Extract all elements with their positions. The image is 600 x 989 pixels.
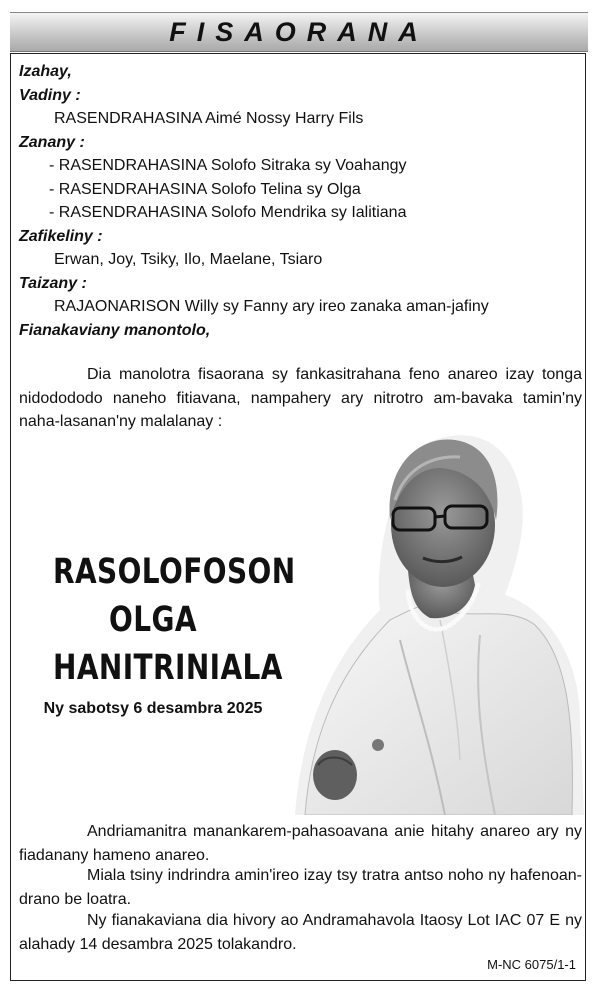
children-heading: Zanany :	[19, 133, 85, 151]
deceased-block	[28, 548, 296, 718]
siblings-names: RAJAONARISON Willy sy Fanny ary ireo zanaka aman-jafiny	[54, 298, 489, 315]
grandchildren-names: Erwan, Joy, Tsiky, Ilo, Maelane, Tsiaro	[54, 251, 323, 268]
spouse-name: RASENDRAHASINA Aimé Nossy Harry Fils	[54, 110, 364, 127]
notice-title: FISAORANA	[169, 16, 429, 47]
portrait-photo	[280, 420, 586, 815]
deceased-name-line: OLGA	[109, 600, 197, 640]
child-entry: - RASENDRAHASINA Solofo Mendrika sy Ialitiana	[49, 204, 407, 221]
spouse-heading: Vadiny :	[19, 86, 81, 104]
apology-paragraph: Miala tsiny indrindra amin'ireo izay tsy tratra antso noho ny hafenoan-drano be loatra.	[19, 867, 582, 908]
child-entry: - RASENDRAHASINA Solofo Sitraka sy Voahangy	[49, 157, 407, 174]
siblings-heading: Taizany :	[19, 274, 87, 292]
deceased-name-line: RASOLOFOSON	[53, 552, 296, 592]
gathering-paragraph: Ny fianakaviana dia hivory ao Andramahavola Itaosy Lot IAC 07 E ny alahady 14 desambra 2025 tolakandro.	[19, 912, 582, 953]
intro-paragraph: Dia manolotra fisaorana sy fankasitrahana feno anareo izay tonga nidodododo naneho fitiavana, nampahery ary nitrotro am-bavaka tamin'ny naha-lasanan'ny malalanay :	[19, 366, 582, 430]
blessing-paragraph: Andriamanitra manankarem-pahasoavana anie hitahy anareo ary ny fiadanany hameno anareo.	[19, 823, 582, 864]
death-date: Ny sabotsy 6 desambra 2025	[43, 700, 263, 717]
grandchildren-heading: Zafikeliny :	[19, 227, 103, 245]
closing-signature: Fianakaviany manontolo,	[19, 321, 211, 339]
opening-line: Izahay,	[19, 63, 72, 80]
header-bar	[10, 12, 588, 52]
deceased-name-line: HANITRINIALA	[53, 648, 283, 688]
family-list	[19, 60, 584, 342]
reference-code: M-NC 6075/1-1	[487, 957, 576, 972]
child-entry: - RASENDRAHASINA Solofo Telina sy Olga	[49, 180, 361, 198]
